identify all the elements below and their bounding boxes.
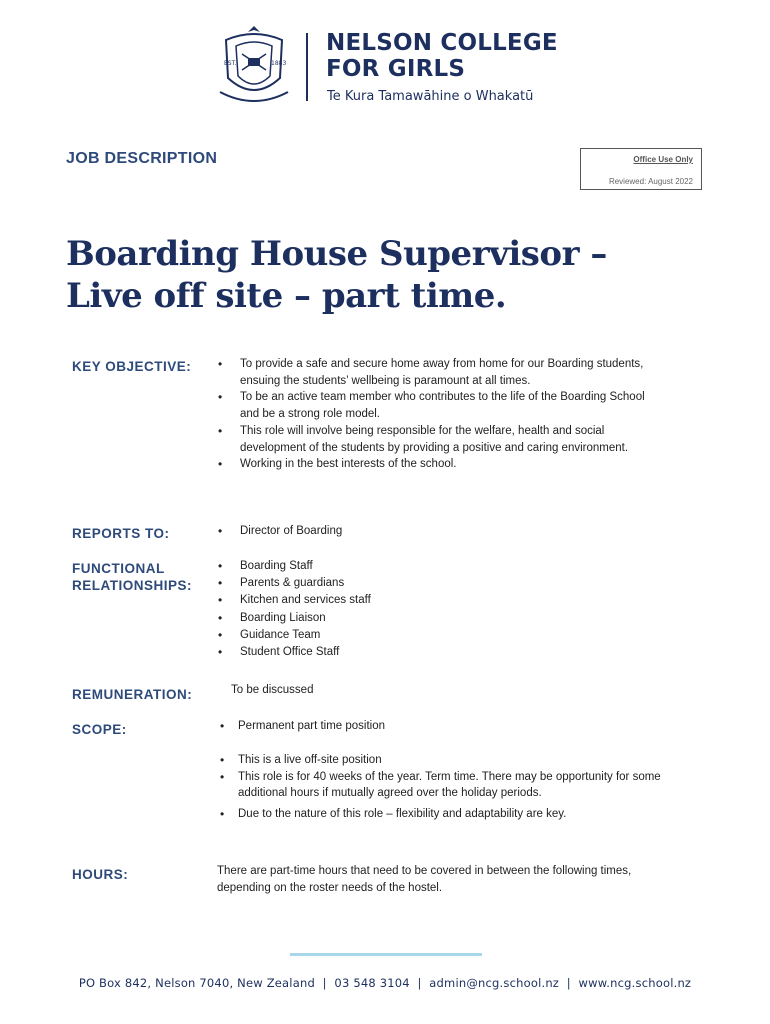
reports-to-list xyxy=(216,523,666,540)
functional-relationships-list xyxy=(216,558,666,661)
school-name: NELSON COLLEGE FOR GIRLS xyxy=(326,30,558,82)
svg-text:EST.: EST. xyxy=(224,60,237,67)
scope-label: SCOPE: xyxy=(72,722,127,737)
list-item: • Permanent part time position xyxy=(218,718,668,735)
office-use-box xyxy=(580,148,702,190)
list-item: • Boarding Staff xyxy=(216,558,666,575)
office-use-title: Office Use Only xyxy=(633,155,693,164)
svg-text:1883: 1883 xyxy=(271,60,287,67)
list-item: • Guidance Team xyxy=(216,627,666,644)
scope-list-primary xyxy=(218,718,668,735)
list-item: • Director of Boarding xyxy=(216,523,666,540)
list-item: • Student Office Staff xyxy=(216,644,666,661)
list-item: • Working in the best interests of the school. xyxy=(216,456,666,473)
list-item: • This role is for 40 weeks of the year. Term time. There may be opportunity for some additional hours if mutually agreed over the holiday periods. xyxy=(218,769,670,802)
scope-list-last xyxy=(218,806,670,823)
document-type-label: JOB DESCRIPTION xyxy=(66,150,218,167)
school-crest-logo xyxy=(214,18,294,106)
footer-rule xyxy=(290,953,482,956)
functional-relationships-label: FUNCTIONAL RELATIONSHIPS: xyxy=(72,561,193,593)
list-item: • Kitchen and services staff xyxy=(216,592,666,609)
hours-text: There are part-time hours that need to be covered in between the following times, depending on the roster needs of the hostel. xyxy=(217,865,632,894)
reports-to-label: REPORTS TO: xyxy=(72,526,170,541)
list-item: • This role will involve being responsible for the welfare, health and social development of the students by providing a positive and caring environment. xyxy=(216,423,666,456)
header-divider xyxy=(306,33,308,101)
hours-label: HOURS: xyxy=(72,867,129,882)
footer-contact: PO Box 842, Nelson 7040, New Zealand | 03 548 3104 | admin@ncg.school.nz | www.ncg.school.nz xyxy=(78,976,692,990)
list-item: • To provide a safe and secure home away from home for our Boarding students, ensuing the students’ wellbeing is paramount at all times. xyxy=(216,356,666,389)
key-objective-label: KEY OBJECTIVE: xyxy=(72,359,192,374)
scope-list-details xyxy=(218,752,670,802)
reviewed-date: Reviewed: August 2022 xyxy=(608,177,693,186)
remuneration-label: REMUNERATION: xyxy=(72,687,193,702)
list-item: • Parents & guardians xyxy=(216,575,666,592)
list-item: • Boarding Liaison xyxy=(216,610,666,627)
school-maori-name: Te Kura Tamawāhine o Whakatū xyxy=(327,89,534,104)
list-item: • This is a live off-site position xyxy=(218,752,670,769)
page-title: Boarding House Supervisor – Live off site – part time. xyxy=(66,234,607,316)
key-objective-list xyxy=(216,356,666,473)
remuneration-value: To be discussed xyxy=(231,684,314,696)
list-item: • To be an active team member who contributes to the life of the Boarding School and be a strong role model. xyxy=(216,389,666,422)
list-item: • Due to the nature of this role – flexibility and adaptability are key. xyxy=(218,806,670,823)
